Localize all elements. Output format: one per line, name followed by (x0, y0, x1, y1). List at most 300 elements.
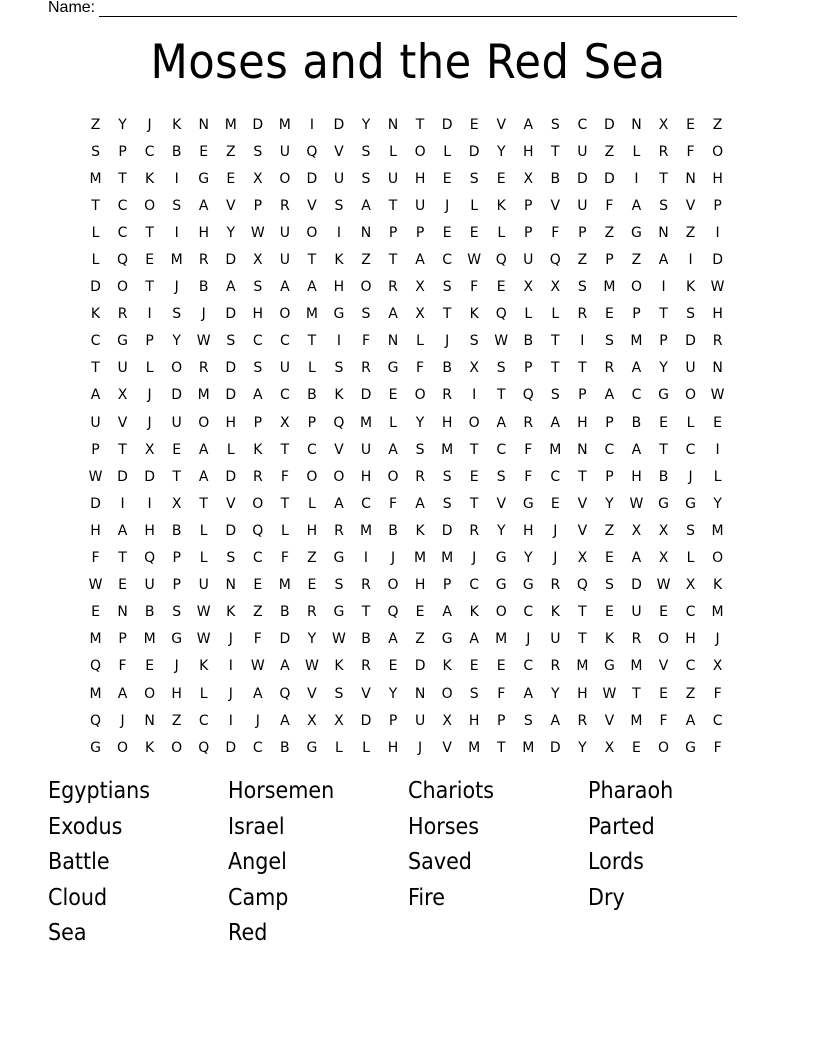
grid-letter: O (387, 577, 399, 594)
grid-letter: M (441, 550, 454, 567)
grid-letter: D (333, 116, 345, 133)
grid-letter: R (198, 360, 209, 377)
grid-letter: P (605, 468, 614, 485)
grid-letter: A (442, 604, 452, 621)
word-list-item: Pharaoh (588, 778, 674, 804)
grid-letter: L (497, 224, 506, 241)
grid-letter: M (495, 631, 508, 648)
grid-letter: A (361, 197, 371, 214)
grid-letter: E (145, 252, 155, 269)
grid-letter: Z (685, 685, 696, 702)
grid-letter: N (117, 604, 128, 621)
grid-letter: Y (578, 739, 587, 756)
grid-letter: L (307, 360, 316, 377)
grid-letter: S (226, 550, 236, 567)
grid-letter: G (522, 577, 534, 594)
grid-letter: H (523, 143, 534, 160)
grid-letter: N (360, 224, 372, 241)
grid-letter: Z (604, 143, 615, 160)
grid-letter: X (631, 522, 642, 539)
grid-letter: E (496, 279, 506, 296)
grid-letter: R (631, 631, 642, 648)
grid-letter: L (145, 360, 154, 377)
grid-letter: X (253, 252, 263, 269)
grid-letter: R (252, 468, 263, 485)
grid-letter: V (550, 197, 561, 214)
grid-letter: E (307, 577, 317, 594)
grid-letter: I (174, 224, 179, 241)
grid-letter: Q (198, 739, 210, 756)
grid-letter: X (577, 550, 588, 567)
grid-letter: G (198, 170, 210, 187)
grid-letter: C (550, 468, 561, 485)
grid-letter: F (118, 658, 127, 675)
grid-letter: T (415, 116, 425, 133)
grid-letter: D (549, 739, 561, 756)
grid-letter: Z (361, 252, 371, 269)
grid-letter: S (442, 468, 452, 485)
grid-letter: X (658, 116, 669, 133)
grid-letter: D (90, 279, 101, 296)
grid-letter: V (334, 441, 344, 458)
grid-letter: W (250, 224, 265, 241)
grid-letter: M (576, 658, 589, 675)
grid-letter: S (253, 360, 263, 377)
grid-letter: E (145, 658, 155, 675)
grid-letter: U (279, 143, 290, 160)
grid-letter: F (280, 468, 289, 485)
grid-letter: F (91, 550, 100, 567)
grid-letter: J (688, 468, 693, 485)
grid-letter: X (523, 279, 534, 296)
grid-letter: I (120, 495, 125, 512)
grid-letter: O (712, 550, 724, 567)
grid-letter: V (442, 739, 452, 756)
grid-letter: X (685, 577, 696, 594)
grid-letter: E (604, 550, 614, 567)
grid-letter: Z (307, 550, 317, 567)
word-list-item: Horsemen (228, 778, 335, 804)
grid-letter: N (685, 170, 696, 187)
grid-letter: L (389, 414, 397, 431)
grid-letter: U (198, 577, 209, 594)
grid-letter: O (306, 224, 318, 241)
grid-letter: G (631, 224, 642, 241)
grid-letter: P (388, 224, 398, 241)
grid-letter: J (174, 658, 179, 675)
grid-letter: I (688, 252, 693, 269)
grid-letter: B (442, 360, 452, 377)
grid-letter: S (523, 712, 533, 729)
grid-letter: R (469, 522, 480, 539)
grid-letter: Y (307, 631, 317, 648)
grid-letter: S (253, 143, 263, 160)
grid-letter: S (334, 197, 344, 214)
grid-letter: E (659, 604, 668, 621)
grid-letter: J (472, 550, 477, 567)
grid-letter: V (225, 495, 236, 512)
grid-letter: P (145, 333, 154, 350)
grid-letter: O (630, 279, 642, 296)
grid-letter: N (387, 116, 399, 133)
grid-letter: E (118, 577, 127, 594)
grid-letter: Y (226, 224, 236, 241)
grid-letter: Z (604, 224, 615, 241)
grid-letter: K (415, 522, 425, 539)
grid-letter: D (225, 387, 237, 404)
grid-letter: O (685, 387, 697, 404)
grid-letter: G (685, 495, 696, 512)
grid-letter: O (657, 631, 670, 648)
grid-letter: A (225, 279, 236, 296)
grid-letter: M (468, 739, 481, 756)
grid-letter: Z (225, 143, 236, 160)
grid-letter: F (253, 631, 262, 648)
grid-letter: N (577, 441, 588, 458)
grid-letter: Z (171, 712, 182, 729)
grid-letter: H (712, 170, 723, 187)
grid-letter: R (279, 197, 290, 214)
grid-letter: P (172, 550, 181, 567)
word-list-item: Sea (48, 920, 87, 946)
grid-letter: O (414, 387, 426, 404)
grid-letter: E (415, 604, 425, 621)
grid-letter: C (90, 333, 101, 350)
grid-letter: L (91, 252, 100, 269)
grid-letter: I (336, 224, 342, 241)
grid-letter: A (334, 495, 344, 512)
grid-letter: G (685, 739, 696, 756)
grid-letter: K (685, 279, 696, 296)
grid-letter: Q (549, 252, 561, 269)
grid-letter: A (631, 360, 642, 377)
grid-letter: M (630, 712, 643, 729)
grid-letter: A (253, 685, 263, 702)
grid-letter: F (389, 495, 398, 512)
grid-letter: U (550, 631, 561, 648)
grid-letter: W (602, 685, 617, 702)
grid-letter: S (686, 522, 695, 539)
grid-letter: P (524, 197, 533, 214)
grid-letter: J (147, 116, 152, 133)
grid-letter: Q (117, 252, 129, 269)
grid-letter: M (89, 685, 102, 702)
grid-letter: K (469, 306, 479, 323)
grid-letter: H (712, 306, 723, 323)
grid-letter: F (713, 739, 722, 756)
grid-letter: I (715, 224, 720, 241)
grid-letter: M (414, 550, 427, 567)
grid-letter: G (117, 333, 128, 350)
grid-letter: R (712, 333, 723, 350)
grid-letter: T (578, 604, 587, 621)
grid-letter: H (225, 414, 237, 431)
grid-letter: X (442, 712, 452, 729)
grid-letter: F (470, 279, 479, 296)
grid-letter: R (442, 387, 452, 404)
word-list-item: Angel (228, 849, 287, 875)
grid-letter: T (172, 468, 181, 485)
grid-letter: P (388, 712, 398, 729)
grid-letter: Y (659, 360, 668, 377)
grid-letter: W (250, 658, 265, 675)
grid-letter: A (550, 414, 561, 431)
grid-letter: I (228, 712, 233, 729)
grid-letter: T (280, 495, 290, 512)
grid-letter: T (118, 441, 127, 458)
grid-letter: F (361, 333, 371, 350)
grid-letter: A (496, 414, 507, 431)
grid-letter: J (147, 414, 152, 431)
grid-letter: A (523, 685, 534, 702)
grid-letter: G (333, 604, 345, 621)
grid-letter: S (496, 360, 506, 377)
grid-letter: E (388, 387, 398, 404)
grid-letter: I (147, 306, 152, 323)
grid-letter: V (307, 197, 317, 214)
word-list-item: Fire (408, 884, 445, 911)
grid-letter: X (144, 441, 155, 458)
grid-letter: X (658, 550, 669, 567)
word-list-item: Red (228, 920, 268, 946)
grid-letter: C (685, 441, 696, 458)
grid-letter: P (605, 252, 614, 269)
grid-letter: W (629, 495, 644, 512)
grid-letter: V (685, 197, 696, 214)
grid-letter: L (686, 550, 695, 567)
grid-letter: C (361, 495, 371, 512)
grid-letter: M (549, 441, 562, 458)
grid-letter: P (524, 360, 533, 377)
grid-letter: T (578, 468, 587, 485)
grid-letter: X (469, 360, 479, 377)
grid-letter: G (603, 658, 615, 675)
grid-letter: S (172, 604, 182, 621)
grid-letter: T (578, 360, 587, 377)
grid-letter: D (631, 577, 642, 594)
grid-letter: X (658, 522, 669, 539)
grid-letter: K (90, 306, 101, 323)
word-list-item: Egyptians (48, 778, 151, 804)
grid-letter: E (550, 495, 560, 512)
grid-letter: B (171, 522, 182, 539)
grid-letter: O (171, 360, 183, 377)
grid-letter: M (224, 116, 237, 133)
grid-letter: Y (523, 550, 533, 567)
grid-letter: E (469, 468, 479, 485)
grid-letter: A (253, 387, 263, 404)
grid-letter: O (171, 739, 183, 756)
grid-letter: P (497, 712, 506, 729)
grid-letter: E (632, 739, 641, 756)
grid-letter: S (550, 116, 560, 133)
grid-letter: D (712, 252, 723, 269)
grid-letter: Y (361, 116, 371, 133)
word-list-item: Saved (408, 849, 472, 875)
grid-letter: D (225, 468, 237, 485)
word-list (48, 778, 768, 956)
grid-letter: D (225, 252, 237, 269)
grid-letter: R (523, 414, 534, 431)
grid-letter: P (415, 224, 425, 241)
grid-letter: L (470, 197, 479, 214)
grid-letter: K (469, 604, 479, 621)
grid-letter: L (226, 441, 235, 458)
grid-letter: X (253, 170, 263, 187)
grid-letter: T (118, 170, 127, 187)
grid-letter: A (90, 387, 101, 404)
grid-letter: M (630, 658, 643, 675)
grid-letter: C (117, 197, 128, 214)
grid-letter: J (418, 739, 423, 756)
grid-letter: P (713, 197, 722, 214)
grid-letter: R (658, 143, 669, 160)
grid-letter: P (172, 577, 181, 594)
grid-letter: Z (685, 224, 696, 241)
grid-letter: Y (496, 143, 506, 160)
grid-letter: L (91, 224, 100, 241)
grid-letter: A (198, 197, 209, 214)
grid-letter: C (279, 333, 290, 350)
grid-letter: D (171, 387, 183, 404)
grid-letter: A (415, 252, 425, 269)
grid-letter: T (118, 550, 127, 567)
grid-letter: Y (713, 495, 722, 512)
grid-letter: M (359, 522, 373, 539)
grid-letter: K (334, 252, 344, 269)
grid-letter: W (332, 631, 346, 648)
grid-letter: E (442, 224, 452, 241)
grid-letter: K (334, 658, 344, 675)
grid-letter: I (174, 170, 179, 187)
word-list-item: Battle (48, 849, 110, 875)
grid-letter: F (497, 685, 506, 702)
grid-letter: A (117, 685, 128, 702)
grid-letter: G (333, 550, 345, 567)
grid-letter: C (577, 116, 588, 133)
grid-letter: H (414, 170, 426, 187)
grid-letter: S (469, 685, 479, 702)
grid-letter: H (171, 685, 182, 702)
grid-letter: U (360, 441, 372, 458)
grid-letter: D (225, 739, 237, 756)
grid-letter: H (523, 522, 534, 539)
grid-letter: T (91, 197, 100, 214)
grid-letter: M (603, 279, 616, 296)
grid-letter: B (144, 604, 155, 621)
grid-letter: G (171, 631, 183, 648)
grid-letter: S (361, 306, 371, 323)
grid-letter: A (280, 658, 290, 675)
grid-letter: K (226, 604, 236, 621)
grid-letter: H (577, 685, 588, 702)
grid-letter: A (550, 712, 561, 729)
grid-letter: E (604, 306, 614, 323)
grid-letter: S (442, 495, 452, 512)
grid-letter: A (307, 279, 317, 296)
grid-letter: E (172, 441, 182, 458)
grid-letter: Y (605, 495, 614, 512)
grid-letter: Z (604, 522, 615, 539)
grid-letter: R (388, 279, 398, 296)
grid-letter: J (445, 333, 450, 350)
grid-letter: S (604, 333, 614, 350)
grid-letter: B (631, 414, 642, 431)
grid-letter: R (577, 712, 588, 729)
grid-letter: E (659, 685, 668, 702)
grid-letter: O (360, 279, 372, 296)
grid-letter: V (334, 143, 344, 160)
grid-letter: U (279, 252, 290, 269)
grid-letter: K (442, 658, 452, 675)
grid-letter: H (441, 414, 453, 431)
grid-letter: E (496, 658, 506, 675)
word-list-item: Camp (228, 884, 289, 911)
grid-letter: C (496, 441, 507, 458)
grid-letter: L (280, 522, 289, 539)
grid-letter: U (414, 197, 426, 214)
grid-letter: D (414, 658, 426, 675)
grid-letter: O (387, 468, 399, 485)
grid-letter: M (630, 333, 643, 350)
grid-letter: A (415, 495, 425, 512)
grid-letter: Q (522, 387, 534, 404)
grid-letter: C (604, 441, 615, 458)
grid-letter: C (252, 739, 263, 756)
grid-letter: S (550, 387, 560, 404)
grid-letter: N (712, 360, 723, 377)
grid-letter: S (334, 577, 344, 594)
grid-letter: J (553, 550, 558, 567)
grid-letter: H (252, 306, 264, 323)
grid-letter: F (659, 712, 668, 729)
grid-letter: U (387, 170, 399, 187)
grid-letter: T (361, 604, 371, 621)
grid-letter: M (89, 631, 102, 648)
grid-letter: Q (333, 414, 345, 431)
page-title: Moses and the Red Sea (150, 35, 666, 90)
grid-letter: T (199, 495, 208, 512)
grid-letter: A (523, 116, 534, 133)
grid-letter: S (659, 197, 668, 214)
grid-letter: V (577, 522, 588, 539)
grid-letter: Q (144, 550, 156, 567)
grid-letter: B (171, 143, 182, 160)
grid-letter: A (388, 631, 398, 648)
grid-letter: A (631, 441, 642, 458)
grid-letter: A (388, 441, 398, 458)
grid-letter: S (253, 279, 263, 296)
grid-letter: S (469, 333, 479, 350)
grid-letter: F (551, 224, 560, 241)
grid-letter: S (496, 468, 506, 485)
grid-letter: C (252, 333, 263, 350)
grid-letter: S (361, 143, 371, 160)
grid-letter: I (580, 333, 585, 350)
grid-letter: D (252, 116, 264, 133)
grid-letter: O (117, 279, 129, 296)
grid-letter: C (198, 712, 209, 729)
grid-letter: V (577, 495, 588, 512)
grid-letter: R (415, 468, 425, 485)
grid-letter: L (362, 739, 370, 756)
grid-letter: Z (712, 116, 723, 133)
word-list-item: Horses (408, 813, 480, 840)
word-list-item: Parted (588, 813, 655, 840)
grid-letter: O (117, 739, 129, 756)
grid-letter: G (90, 739, 101, 756)
grid-letter: U (414, 712, 426, 729)
